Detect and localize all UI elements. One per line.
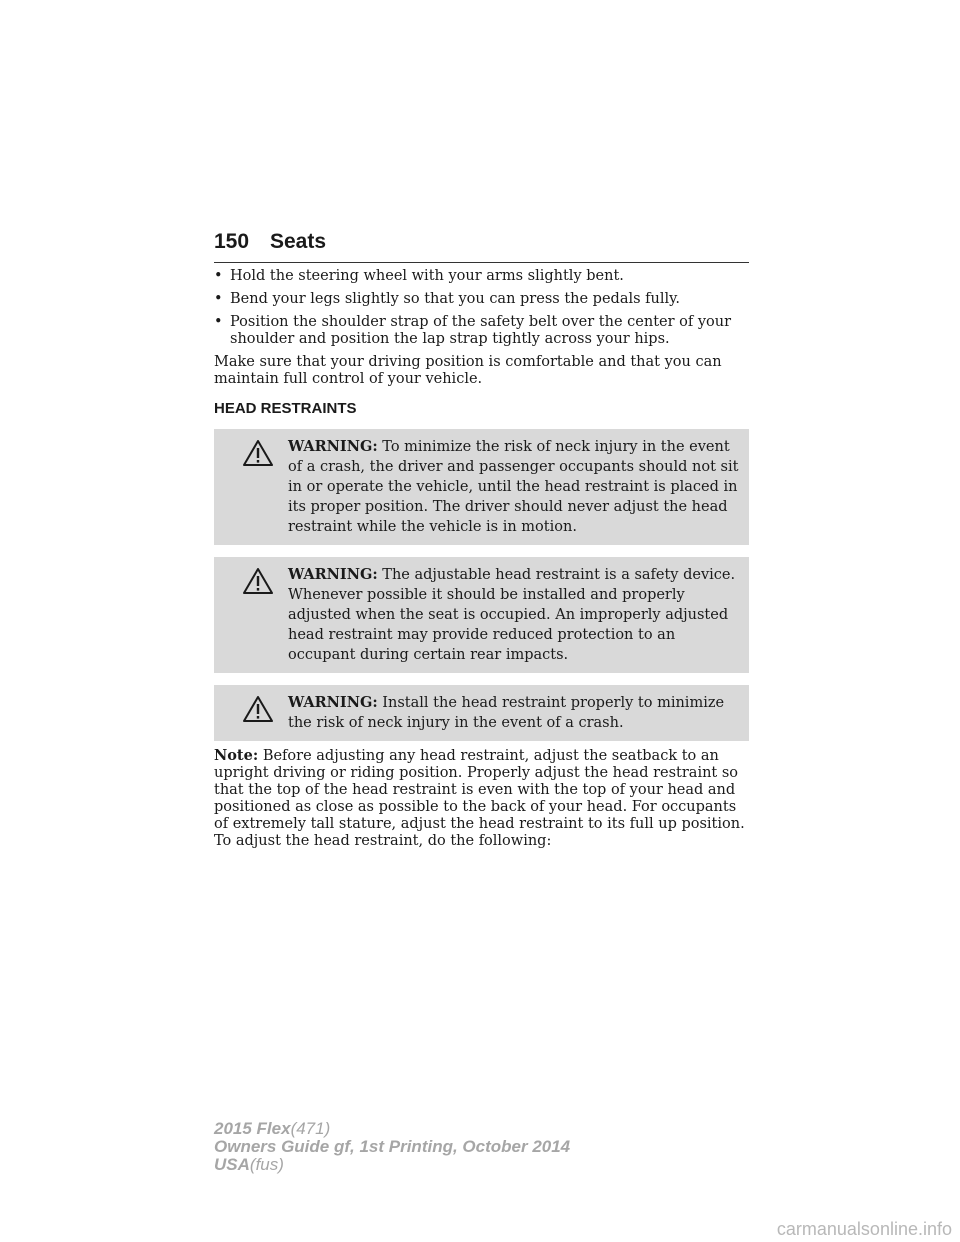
bullet-icon: • — [214, 268, 223, 284]
list-item: • Position the shoulder strap of the safety belt over the center of your shoulder and position the lap strap tightly across your hips. — [214, 314, 732, 347]
footer-model: 2015 Flex — [214, 1119, 291, 1138]
section-title: Seats — [270, 230, 327, 253]
page-content — [214, 268, 749, 850]
section-subheading: HEAD RESTRAINTS — [214, 400, 357, 417]
warning-box — [214, 557, 749, 673]
footer-printing: Owners Guide gf, 1st Printing, October 2014 — [214, 1137, 571, 1156]
page-header — [214, 228, 749, 263]
bullet-icon: • — [214, 291, 223, 307]
warning-triangle-icon — [242, 695, 274, 723]
page-number: 150 — [214, 230, 250, 253]
warning-text: Install the head restraint properly to minimize the risk of neck injury in the event of a crash. — [288, 695, 725, 731]
list-item: • Hold the steering wheel with your arms slightly bent. — [214, 268, 624, 284]
warning-triangle-icon — [242, 567, 274, 595]
warning-triangle-icon — [242, 439, 274, 467]
paragraph: Make sure that your driving position is comfortable and that you can maintain full control of your vehicle. — [214, 354, 722, 387]
note-label: Note: — [214, 747, 259, 764]
watermark: carmanualsonline.info — [776, 1219, 952, 1239]
footer-region: USA — [214, 1155, 250, 1174]
list-item: • Bend your legs slightly so that you can press the pedals fully. — [214, 291, 681, 307]
warning-label: WARNING: — [288, 694, 378, 711]
warning-box — [214, 685, 749, 741]
warning-text: To minimize the risk of neck injury in the event of a crash, the driver and passenger occupants should not sit in or operate the vehicle, until the head restraint is placed in its proper position. The driver should never adjust the head restraint while the vehicle is in motion. — [288, 439, 739, 535]
warning-box — [214, 429, 749, 545]
note-text: Before adjusting any head restraint, adjust the seatback to an upright driving or riding position. Properly adjust the head restraint so that the top of the head restraint is even with the top of your head and positioned as close as possible to the back of your head. For occupants of extremely tall stature, adjust the head restraint to its full up position. To adjust the head restraint, do the following: — [214, 748, 745, 849]
bullet-icon: • — [214, 314, 223, 330]
warning-label: WARNING: — [288, 566, 378, 583]
footer-model-code: (471) — [290, 1119, 331, 1138]
warning-text: The adjustable head restraint is a safety device. Whenever possible it should be installed and properly adjusted when the seat is occupied. An improperly adjusted head restraint may provide reduced protection to an occupant during certain rear impacts. — [288, 567, 736, 663]
page-footer — [214, 1120, 570, 1174]
warning-label: WARNING: — [288, 438, 378, 455]
note-paragraph — [214, 747, 749, 850]
bullet-list — [214, 268, 749, 348]
footer-region-code: (fus) — [249, 1155, 284, 1174]
